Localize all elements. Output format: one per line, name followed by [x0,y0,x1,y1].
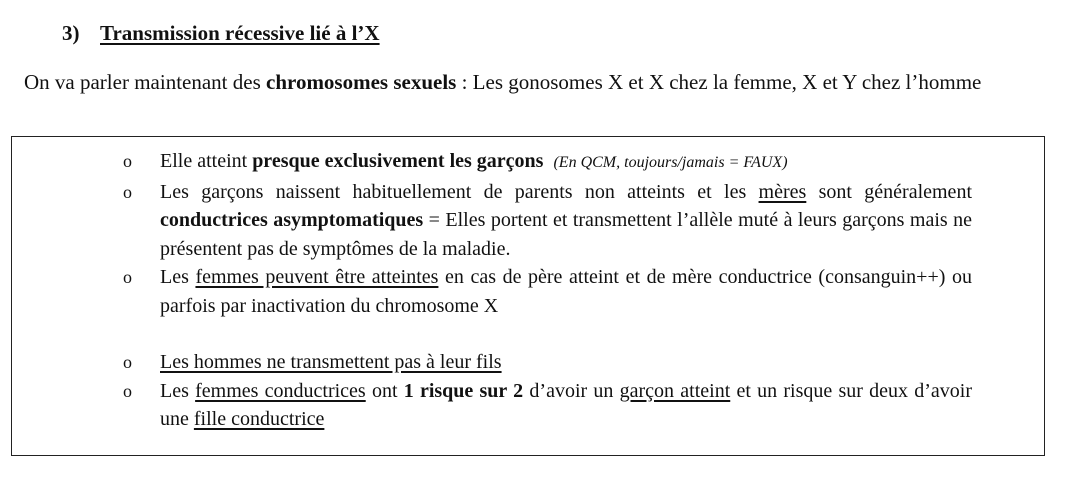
item5-bold: 1 risque sur 2 [403,379,524,402]
item5-text-2: ont [365,379,404,402]
item5-underline-3: fille conductrice [193,408,325,430]
item4-underline: Les hommes ne transmettent pas à leur fils [160,351,502,373]
list-item-5 [160,377,972,434]
section-heading [62,19,380,47]
list-spacer [160,320,972,348]
item2-text-3: = Elles portent et transmettent l’allèle muté à leurs garçons mais ne présentent pas de symptômes de la maladie. [160,209,972,260]
item5-underline-1: femmes conductrices [195,379,366,402]
intro-text-1: On va parler maintenant des [24,70,266,94]
list-item-1 [160,147,972,178]
item3-underline: femmes peuvent être atteintes [195,266,439,288]
item1-bold: presque exclusivement les garçons [252,150,544,172]
list-item-2 [160,178,972,264]
list-item-3 [160,263,972,320]
item2-text-1: Les garçons naissent habituellement de parents non atteints et les [160,180,759,203]
item1-text: Elle atteint [160,150,253,172]
key-points-list [160,147,972,434]
item5-text-1: Les [160,379,196,402]
item3-text-1: Les [160,266,196,288]
intro-paragraph [24,68,1020,96]
intro-text-2: : Les gonosomes X et X chez la femme, X et Y chez l’homme [456,70,982,94]
item2-text-2: sont généralement [806,180,972,203]
item5-text-4: et un risque sur deux d’avoir une [160,379,972,430]
key-points-box [11,136,1045,456]
item5-text-3: d’avoir un [523,379,620,402]
item2-bold: conductrices asymptomatiques [160,209,424,231]
item1-note: (En QCM, toujours/jamais = FAUX) [553,154,788,171]
list-item-4 [160,348,972,377]
item2-underline: mères [758,180,807,203]
section-number: 3) [62,21,80,45]
item5-underline-2: garçon atteint [619,379,731,402]
item3-text-2: en cas de père atteint et de mère conductrice (consanguin++) ou parfois par inactivation du chromosome X [160,266,972,317]
section-title: Transmission récessive lié à l’X [100,21,380,45]
intro-bold: chromosomes sexuels [266,70,457,94]
